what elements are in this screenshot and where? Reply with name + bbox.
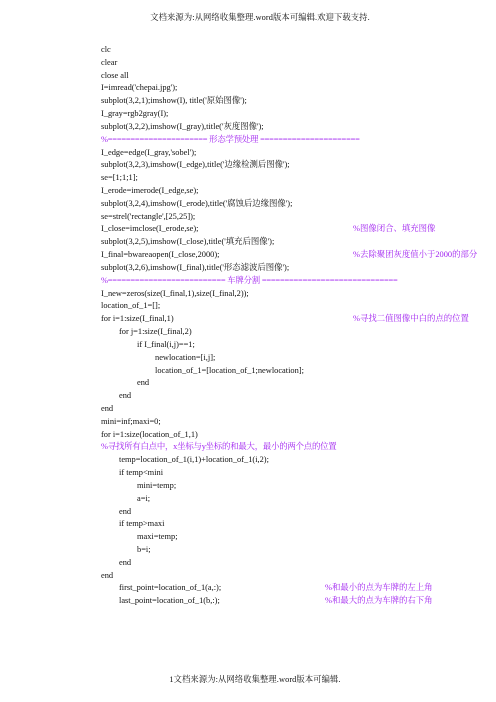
code-text: end	[137, 378, 150, 388]
code-text: subplot(3,2,6),imshow(I_final),title('形态滤波后图像');	[101, 262, 290, 272]
code-comment: %寻找二值图像中白的点的位置	[353, 314, 469, 324]
code-line	[101, 95, 247, 107]
code-line	[101, 108, 168, 120]
code-line	[101, 249, 478, 261]
code-line	[101, 172, 138, 184]
code-text: I_gray=rgb2gray(I);	[101, 109, 169, 119]
code-text: subplot(3,2,1);imshow(I), title('原始图像');	[101, 96, 247, 106]
code-line	[137, 377, 149, 389]
code-line	[101, 159, 290, 171]
code-text: I_final=bwareaopen(I_close,2000);	[101, 250, 220, 260]
code-line	[101, 147, 196, 159]
code-text: close all	[101, 70, 129, 80]
code-text: mini=inf;maxi=0;	[101, 416, 161, 426]
code-line	[119, 582, 433, 594]
code-line	[101, 57, 117, 69]
code-line	[119, 506, 131, 518]
code-comment: %====================== 形态学预处理 ======================	[101, 134, 360, 144]
code-line	[137, 493, 150, 505]
code-text: for j=1:size(I_final,2)	[119, 327, 192, 337]
code-text: end	[119, 391, 132, 401]
code-text: maxi=temp;	[137, 532, 178, 542]
code-comment: %图像闭合、填充图像	[353, 224, 436, 234]
code-line	[101, 223, 436, 235]
code-comment: %寻找所有白点中，x坐标与y坐标的和最大，最小的两个点的位置	[101, 442, 337, 452]
page-footer: 1文档来源为:从网络收集整理.word版本可编辑.	[169, 675, 341, 684]
code-line	[101, 185, 199, 197]
code-line	[101, 121, 264, 133]
code-text: se=strel('rectangle',[25,25]);	[101, 211, 196, 221]
code-line	[119, 467, 163, 479]
code-line	[101, 300, 160, 312]
code-text: end	[101, 570, 114, 580]
code-text: se=[1;1;1];	[101, 173, 138, 183]
code-text: subplot(3,2,5),imshow(I_close),title('填充后图像');	[101, 237, 275, 247]
code-text: I_close=imclose(I_erode,se);	[101, 224, 199, 234]
code-line	[119, 454, 269, 466]
code-text: I=imread('chepai.jpg');	[101, 83, 178, 93]
code-text: subplot(3,2,2),imshow(I_gray),title('灰度图像');	[101, 121, 264, 131]
code-line	[101, 570, 113, 582]
code-text: I_edge=edge(I_gray,'sobel');	[101, 147, 197, 157]
code-line	[155, 365, 304, 377]
code-text: location_of_1=[];	[101, 301, 161, 311]
code-line	[101, 198, 292, 210]
code-line	[101, 313, 469, 325]
code-line	[119, 557, 131, 569]
code-text: b=i;	[137, 544, 151, 554]
code-text: mini=temp;	[137, 480, 177, 490]
code-line	[137, 531, 178, 543]
code-text: subplot(3,2,4),imshow(I_erode),title('腐蚀后边缘图像');	[101, 198, 293, 208]
code-text: end	[101, 403, 114, 413]
code-line	[137, 339, 195, 351]
code-line	[155, 352, 215, 364]
code-line	[101, 416, 161, 428]
page-header: 文档来源为:从网络收集整理.word版本可编辑.欢迎下载支持.	[150, 13, 370, 22]
code-text: a=i;	[137, 493, 151, 503]
code-line	[101, 429, 198, 441]
code-text: newlocation=[i,j];	[155, 352, 216, 362]
code-text: first_point=location_of_1(a,:);	[119, 583, 222, 593]
code-text: subplot(3,2,3),imshow(I_edge),title('边缘检测后图像');	[101, 160, 290, 170]
code-comment: %========================== 车牌分割 ==============================	[101, 275, 398, 285]
code-line	[101, 44, 111, 56]
code-text: I_new=zeros(size(I_final,1),size(I_final,2));	[101, 288, 249, 298]
code-line	[101, 403, 113, 415]
code-line	[101, 236, 274, 248]
code-text: if temp>maxi	[119, 519, 165, 529]
code-line	[101, 211, 195, 223]
code-text: if temp<mini	[119, 468, 164, 478]
code-line	[137, 544, 151, 556]
code-text: for i=1:size(location_of_1,1)	[101, 429, 198, 439]
code-line	[119, 326, 192, 338]
code-line	[119, 390, 131, 402]
code-line	[101, 288, 249, 300]
code-line	[119, 595, 433, 607]
code-text: clear	[101, 57, 118, 67]
code-text: if I_final(i,j)==1;	[137, 339, 195, 349]
code-line	[101, 134, 360, 146]
code-line	[101, 262, 289, 274]
code-text: clc	[101, 45, 111, 54]
code-comment: %和最小的点为车牌的左上角	[325, 583, 433, 593]
code-text: end	[119, 557, 132, 567]
code-text: I_erode=imerode(I_edge,se);	[101, 186, 199, 196]
code-comment: %去除聚团灰度值小于2000的部分	[353, 250, 478, 260]
code-text: for i=1:size(I_final,1)	[101, 314, 174, 324]
code-text: location_of_1=[location_of_1;newlocation];	[155, 365, 304, 375]
code-line	[101, 70, 129, 82]
code-text: last_point=location_of_1(b,:);	[119, 596, 220, 606]
code-line	[137, 480, 176, 492]
code-line	[101, 441, 336, 453]
code-line	[119, 518, 164, 530]
code-line	[101, 82, 177, 94]
code-comment: %和最大的点为车牌的右下角	[325, 596, 433, 606]
code-text: end	[119, 506, 132, 516]
code-line	[101, 275, 398, 287]
code-text: temp=location_of_1(i,1)+location_of_1(i,2);	[119, 455, 269, 465]
